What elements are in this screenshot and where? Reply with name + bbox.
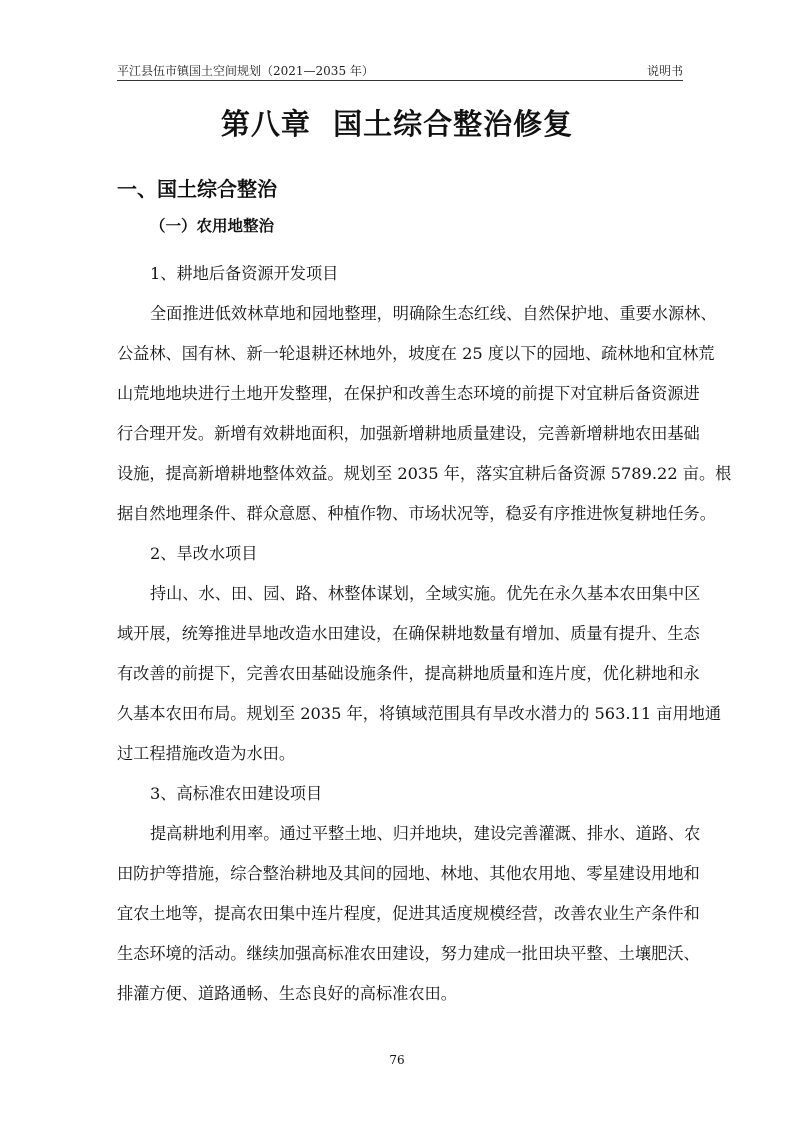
subsection-title: （一）农用地整治 (150, 217, 275, 235)
paragraph-line: 有改善的前提下，完善农田基础设施条件，提高耕地质量和连片度，优化耕地和永 (117, 664, 700, 683)
item-heading: 3、高标准农田建设项目 (150, 784, 323, 803)
header-document-type: 说明书 (646, 64, 683, 78)
paragraph-line: 生态环境的活动。继续加强高标准农田建设，努力建成一批田块平整、土壤肥沃、 (117, 944, 700, 963)
header-document-title: 平江县伍市镇国土空间规划（2021—2035 年） (117, 64, 374, 78)
paragraph-line: 久基本农田布局。规划至 2035 年，将镇域范围具有旱改水潜力的 563.11 亩用地通 (117, 704, 722, 723)
page-number: 76 (389, 1053, 405, 1067)
paragraph-line: 域开展，统筹推进旱地改造水田建设，在确保耕地数量有增加、质量有提升、生态 (117, 624, 700, 643)
item-heading: 2、旱改水项目 (150, 544, 258, 563)
paragraph-line: 全面推进低效林草地和园地整理，明确除生态红线、自然保护地、重要水源林、 (150, 304, 717, 323)
paragraph-line: 田防护等措施，综合整治耕地及其间的园地、林地、其他农用地、零星建设用地和 (117, 864, 700, 883)
paragraph-line: 设施，提高新增耕地整体效益。规划至 2035 年，落实宜耕后备资源 5789.22 亩。根 (117, 464, 732, 483)
paragraph-line: 公益林、国有林、新一轮退耕还林地外，坡度在 25 度以下的园地、疏林地和宜林荒 (117, 344, 715, 363)
paragraph-line: 排灌方便、道路通畅、生态良好的高标准农田。 (117, 984, 457, 1003)
paragraph-line: 行合理开发。新增有效耕地面积，加强新增耕地质量建设，完善新增耕地农田基础 (117, 424, 700, 443)
paragraph-line: 持山、水、田、园、路、林整体谋划，全域实施。优先在永久基本农田集中区 (150, 584, 701, 603)
paragraph-line: 山荒地地块进行土地开发整理，在保护和改善生态环境的前提下对宜耕后备资源进 (117, 384, 700, 403)
chapter-title: 第八章 国土综合整治修复 (220, 107, 574, 141)
paragraph-line: 宜农土地等，提高农田集中连片程度，促进其适度规模经营，改善农业生产条件和 (117, 904, 700, 923)
document-body (117, 254, 732, 1014)
section-title: 一、国土综合整治 (117, 177, 277, 201)
paragraph-line: 过工程措施改造为水田。 (117, 744, 296, 763)
paragraph-line: 据自然地理条件、群众意愿、种植作物、市场状况等，稳妥有序推进恢复耕地任务。 (117, 504, 716, 523)
page-header (117, 62, 683, 81)
paragraph-line: 提高耕地利用率。通过平整土地、归并地块，建设完善灌溉、排水、道路、农 (150, 824, 701, 843)
item-heading: 1、耕地后备资源开发项目 (150, 264, 339, 283)
